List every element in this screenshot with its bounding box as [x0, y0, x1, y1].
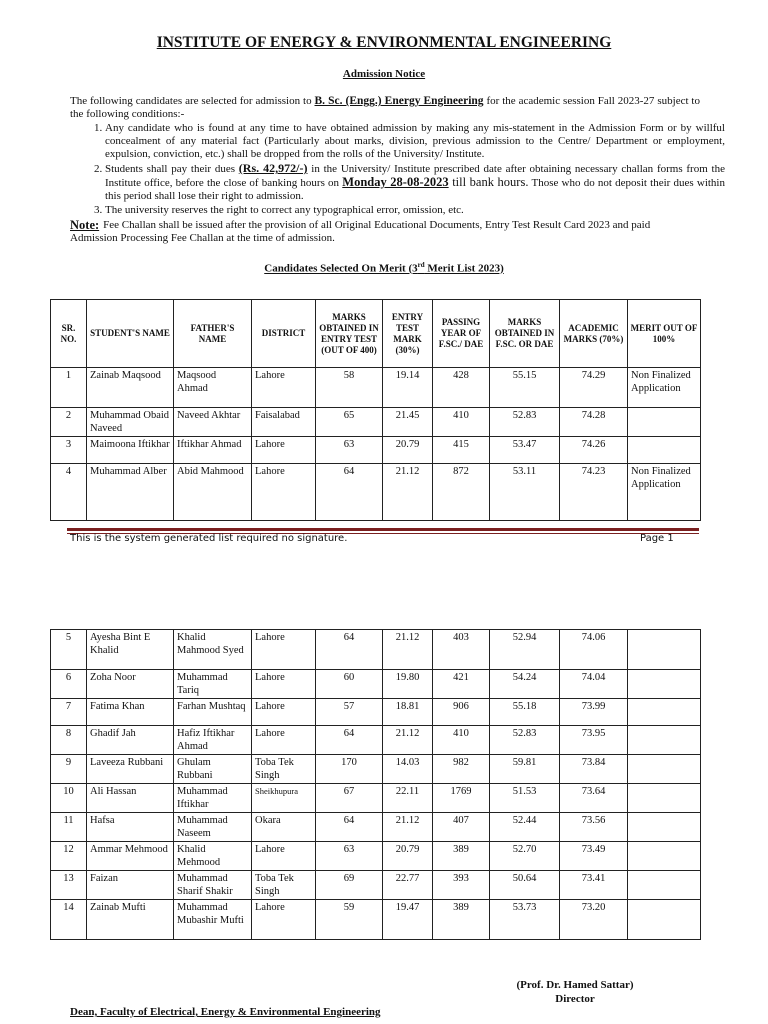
table-cell: Lahore [252, 437, 316, 464]
condition-1: 1. Any candidate who is found at any time to have obtained admission by making any mis-statement in the Admission Form or by willful concealment of any material fact (Particularly about marks, division, previous admission to the Centre/ Department or employment, expulsion, conviction, etc.) shall be dropped from the rolls of the University/ Institute. [105, 122, 725, 161]
table-cell: Faizan [87, 871, 174, 900]
table-cell: Faisalabad [252, 408, 316, 437]
table-cell: 55.18 [490, 699, 560, 726]
table-row [51, 755, 701, 784]
table-cell: 5 [51, 630, 87, 670]
table-cell: 13 [51, 871, 87, 900]
table-cell [628, 726, 701, 755]
table-cell: 389 [433, 842, 490, 871]
dues-deadline: Monday 28-08-2023 [342, 175, 449, 189]
table-row [51, 437, 701, 464]
table-cell: 4 [51, 464, 87, 521]
table-cell: Muhammad Iftikhar [174, 784, 252, 813]
col-header: MARKS OBTAINED IN F.SC. OR DAE [490, 300, 560, 368]
table-cell [628, 670, 701, 699]
table-cell: 1 [51, 368, 87, 408]
table-cell: 2 [51, 408, 87, 437]
intro-text-a: The following candidates are selected for admission to [70, 95, 315, 107]
table-cell: 10 [51, 784, 87, 813]
table-cell: Lahore [252, 900, 316, 940]
table-cell: 59.81 [490, 755, 560, 784]
table-cell: 63 [316, 842, 383, 871]
dean-line: Dean, Faculty of Electrical, Energy & Environmental Engineering [70, 1006, 381, 1018]
table-cell: 20.79 [383, 842, 433, 871]
table-cell: 58 [316, 368, 383, 408]
table-cell: 74.04 [560, 670, 628, 699]
table-cell: 415 [433, 437, 490, 464]
table-cell: Lahore [252, 726, 316, 755]
table-cell: Zoha Noor [87, 670, 174, 699]
col-header: SR. NO. [51, 300, 87, 368]
col-header: ACADEMIC MARKS (70%) [560, 300, 628, 368]
table-row [51, 871, 701, 900]
merit-table-page2 [50, 629, 701, 940]
table-cell: 53.73 [490, 900, 560, 940]
table-cell: Muhammad Tariq [174, 670, 252, 699]
page-number: Page 1 [640, 533, 674, 544]
table-cell: Toba Tek Singh [252, 755, 316, 784]
table-cell: Lahore [252, 464, 316, 521]
merit-list-heading [0, 261, 768, 275]
table-cell: 14 [51, 900, 87, 940]
table-cell: Laveeza Rubbani [87, 755, 174, 784]
table-cell: 12 [51, 842, 87, 871]
table-cell: 54.24 [490, 670, 560, 699]
intro-text-b: for the academic session Fall 2023-27 subject to the following conditions:- [70, 95, 700, 120]
table-cell: Lahore [252, 630, 316, 670]
table-cell: 53.47 [490, 437, 560, 464]
table-cell: 6 [51, 670, 87, 699]
table-cell [628, 842, 701, 871]
table-cell: 21.12 [383, 464, 433, 521]
table-cell: 74.26 [560, 437, 628, 464]
table-cell [628, 755, 701, 784]
table-cell: Ali Hassan [87, 784, 174, 813]
table-cell: Hafsa [87, 813, 174, 842]
table-cell [628, 437, 701, 464]
table-cell [628, 784, 701, 813]
intro-paragraph [70, 95, 700, 121]
table-cell: 407 [433, 813, 490, 842]
director-name: (Prof. Dr. Hamed Sattar) [516, 979, 634, 991]
table-cell: Non Finalized Application [628, 464, 701, 521]
condition-2 [105, 162, 725, 203]
table-cell: Muhammad Mubashir Mufti [174, 900, 252, 940]
table-cell: 60 [316, 670, 383, 699]
table-cell: 73.95 [560, 726, 628, 755]
condition-2-text-a: Students shall pay their dues [105, 163, 239, 175]
table-cell: Sheikhupura [252, 784, 316, 813]
table-cell: 410 [433, 726, 490, 755]
table-cell: 63 [316, 437, 383, 464]
table-cell: 73.56 [560, 813, 628, 842]
table-cell: 19.14 [383, 368, 433, 408]
table-cell: 55.15 [490, 368, 560, 408]
table-cell: 14.03 [383, 755, 433, 784]
system-generated-note: This is the system generated list required no signature. [70, 533, 348, 544]
table-cell: Toba Tek Singh [252, 871, 316, 900]
document-title: INSTITUTE OF ENERGY & ENVIRONMENTAL ENGINEERING [156, 34, 612, 51]
table-cell: Ammar Mehmood [87, 842, 174, 871]
director-title: Director [555, 993, 595, 1005]
table-cell: 65 [316, 408, 383, 437]
condition-2-text-b: in the University/ Institute prescribed date after obtaining necessary challan forms from the Institute office, before the close of banking hours on [105, 163, 725, 189]
table-cell: 393 [433, 871, 490, 900]
table-row [51, 726, 701, 755]
table-cell: Maqsood Ahmad [174, 368, 252, 408]
table-cell: 22.77 [383, 871, 433, 900]
table-cell: 64 [316, 464, 383, 521]
note-label: Note: [70, 218, 100, 232]
table-cell: Ghulam Rubbani [174, 755, 252, 784]
table-cell: 74.23 [560, 464, 628, 521]
note-text: Fee Challan shall be issued after the provision of all Original Educational Documents, Entry Test Result Card 2023 and paid Admission Processing Fee Challan at the time of admission. [70, 219, 651, 244]
col-header: DISTRICT [252, 300, 316, 368]
table-cell: 20.79 [383, 437, 433, 464]
table-cell: Farhan Mushtaq [174, 699, 252, 726]
table-cell: Muhammad Alber [87, 464, 174, 521]
table-cell: Maimoona Iftikhar [87, 437, 174, 464]
table-cell: 19.47 [383, 900, 433, 940]
col-header: MERIT OUT OF 100% [628, 300, 701, 368]
table-cell: 170 [316, 755, 383, 784]
table-cell [628, 813, 701, 842]
conditions-list [80, 122, 725, 218]
table-cell [628, 408, 701, 437]
table-cell: Khalid Mahmood Syed [174, 630, 252, 670]
table-cell: 53.11 [490, 464, 560, 521]
table-cell: 52.44 [490, 813, 560, 842]
table-cell: 64 [316, 813, 383, 842]
table-cell: 9 [51, 755, 87, 784]
note-block [70, 219, 700, 245]
table-cell: Lahore [252, 368, 316, 408]
table-header-row [51, 300, 701, 368]
table-cell: 57 [316, 699, 383, 726]
table-cell: Lahore [252, 699, 316, 726]
table-cell: 982 [433, 755, 490, 784]
col-header: PASSING YEAR OF F.SC./ DAE [433, 300, 490, 368]
table-cell: Muhammad Sharif Shakir [174, 871, 252, 900]
table-cell: Lahore [252, 670, 316, 699]
table-cell: 906 [433, 699, 490, 726]
table-cell: 389 [433, 900, 490, 940]
col-header: ENTRY TEST MARK (30%) [383, 300, 433, 368]
table-cell: 21.45 [383, 408, 433, 437]
table-cell: 22.11 [383, 784, 433, 813]
table-cell: 74.28 [560, 408, 628, 437]
table-cell: 73.20 [560, 900, 628, 940]
table-cell: 18.81 [383, 699, 433, 726]
table-cell: 3 [51, 437, 87, 464]
table-cell: 52.83 [490, 726, 560, 755]
table-cell: 21.12 [383, 813, 433, 842]
table-cell [628, 900, 701, 940]
table-cell: 67 [316, 784, 383, 813]
table-row [51, 842, 701, 871]
table-row [51, 464, 701, 521]
table-cell: 21.12 [383, 726, 433, 755]
table-cell: Okara [252, 813, 316, 842]
dues-time: till bank hours. [448, 175, 529, 189]
table-cell: 428 [433, 368, 490, 408]
col-header: FATHER'S NAME [174, 300, 252, 368]
col-header: MARKS OBTAINED IN ENTRY TEST (OUT OF 400) [316, 300, 383, 368]
table-cell: Khalid Mehmood [174, 842, 252, 871]
table-cell: 19.80 [383, 670, 433, 699]
merit-heading-sup: rd [417, 261, 425, 269]
table-row [51, 699, 701, 726]
table-cell [628, 871, 701, 900]
table-cell: 1769 [433, 784, 490, 813]
table-cell: 11 [51, 813, 87, 842]
table-cell: 51.53 [490, 784, 560, 813]
table-cell: 73.99 [560, 699, 628, 726]
dues-amount: (Rs. 42,972/-) [238, 161, 308, 175]
table-cell: 52.83 [490, 408, 560, 437]
table-cell: 50.64 [490, 871, 560, 900]
table-row [51, 784, 701, 813]
table-cell: Lahore [252, 842, 316, 871]
table-cell [628, 699, 701, 726]
admission-notice-heading: Admission Notice [342, 68, 426, 80]
table-cell: 64 [316, 726, 383, 755]
table-cell: 410 [433, 408, 490, 437]
table-cell: 64 [316, 630, 383, 670]
table-cell: Ayesha Bint E Khalid [87, 630, 174, 670]
table-cell: 73.41 [560, 871, 628, 900]
merit-heading-a: Candidates Selected On Merit (3 [264, 262, 418, 275]
table-cell: 421 [433, 670, 490, 699]
table-row [51, 670, 701, 699]
condition-3: 3. The university reserves the right to correct any typographical error, omission, etc. [105, 204, 725, 217]
merit-heading-b: Merit List 2023) [424, 262, 504, 275]
table-body-page1 [51, 368, 701, 521]
table-cell: Naveed Akhtar [174, 408, 252, 437]
table-cell: 403 [433, 630, 490, 670]
program-name: B. Sc. (Engg.) Energy Engineering [314, 95, 484, 107]
merit-table-page1 [50, 299, 701, 521]
table-cell: 74.29 [560, 368, 628, 408]
table-cell: Non Finalized Application [628, 368, 701, 408]
table-cell: 52.94 [490, 630, 560, 670]
table-cell: 74.06 [560, 630, 628, 670]
table-cell: 7 [51, 699, 87, 726]
table-cell: Fatima Khan [87, 699, 174, 726]
table-cell: 69 [316, 871, 383, 900]
table-cell: Iftikhar Ahmad [174, 437, 252, 464]
table-cell: 21.12 [383, 630, 433, 670]
table-row [51, 813, 701, 842]
table-cell: 8 [51, 726, 87, 755]
table-cell: 73.64 [560, 784, 628, 813]
table-row [51, 408, 701, 437]
table-body-page2 [51, 630, 701, 940]
table-cell: 73.49 [560, 842, 628, 871]
table-cell: Hafiz Iftikhar Ahmad [174, 726, 252, 755]
table-cell: Muhammad Naseem [174, 813, 252, 842]
table-row [51, 630, 701, 670]
table-cell: Ghadif Jah [87, 726, 174, 755]
table-cell: Zainab Mufti [87, 900, 174, 940]
condition-2-text-c: Those who do not deposit their dues within this period shall lose their right to admission. [105, 177, 725, 202]
table-cell: Zainab Maqsood [87, 368, 174, 408]
table-row [51, 900, 701, 940]
col-header: STUDENT'S NAME [87, 300, 174, 368]
table-cell: 59 [316, 900, 383, 940]
table-cell: 73.84 [560, 755, 628, 784]
footer-rule-thick [67, 528, 699, 531]
table-cell: 872 [433, 464, 490, 521]
table-cell: Abid Mahmood [174, 464, 252, 521]
table-cell [628, 630, 701, 670]
table-cell: 52.70 [490, 842, 560, 871]
table-cell: Muhammad Obaid Naveed [87, 408, 174, 437]
table-row [51, 368, 701, 408]
